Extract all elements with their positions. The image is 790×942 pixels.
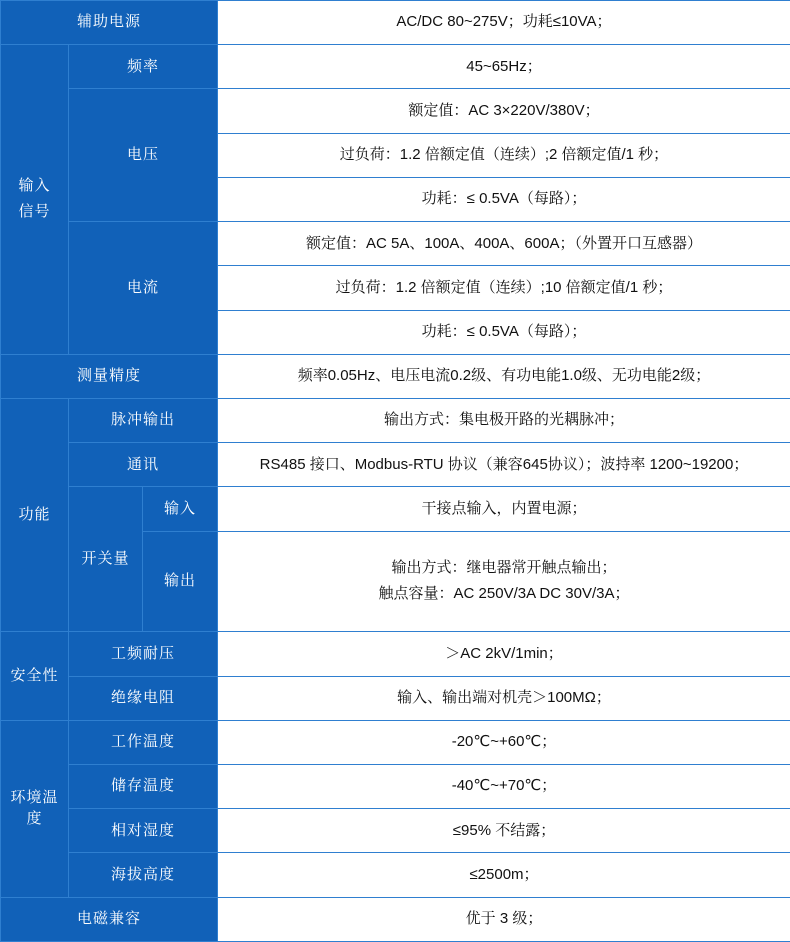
row-value-switch-output (218, 531, 790, 632)
row-value-frequency: 45~65Hz； (218, 45, 790, 89)
row-value-current-overload: 过负荷：1.2 倍额定值（连续）;10 倍额定值/1 秒； (218, 266, 790, 310)
table-row (1, 764, 790, 808)
table-row (1, 676, 790, 720)
row-label-humidity: 相对湿度 (69, 809, 218, 853)
row-label-function: 功能 (1, 398, 69, 631)
row-value-communication: RS485 接口、Modbus-RTU 协议（兼容645协议）；波持率 1200~19200； (218, 443, 790, 487)
row-value-aux-power: AC/DC 80~275V；功耗≤10VA； (218, 1, 790, 45)
row-label-work-temp: 工作温度 (69, 720, 218, 764)
row-label-storage-temp: 储存温度 (69, 764, 218, 808)
row-label-emc: 电磁兼容 (1, 897, 218, 941)
row-value-altitude: ≤2500m； (218, 853, 790, 897)
table-row (1, 809, 790, 853)
row-label-accuracy: 测量精度 (1, 354, 218, 398)
row-value-insulation-resistance: 输入、输出端对机壳＞100MΩ； (218, 676, 790, 720)
row-value-work-temp: -20℃~+60℃； (218, 720, 790, 764)
table-row (1, 398, 790, 442)
row-value-emc: 优于 3 级； (218, 897, 790, 941)
row-label-safety: 安全性 (1, 632, 69, 720)
row-value-current-rated: 额定值：AC 5A、100A、400A、600A；（外置开口互感器） (218, 222, 790, 266)
switch-output-line-2: 触点容量：AC 250V/3A DC 30V/3A； (378, 585, 630, 603)
input-signal-line-2: 信号 (18, 203, 51, 221)
table-row (1, 89, 790, 133)
row-value-switch-input: 干接点输入，内置电源； (218, 487, 790, 531)
row-label-frequency: 频率 (69, 45, 218, 89)
row-value-voltage-overload: 过负荷：1.2 倍额定值（连续）;2 倍额定值/1 秒； (218, 133, 790, 177)
table-row (1, 487, 790, 531)
table-row (1, 222, 790, 266)
table-row (1, 897, 790, 941)
row-label-switch-input: 输入 (143, 487, 218, 531)
row-label-voltage: 电压 (69, 89, 218, 222)
row-value-storage-temp: -40℃~+70℃； (218, 764, 790, 808)
row-value-humidity: ≤95% 不结露； (218, 809, 790, 853)
table-row (1, 443, 790, 487)
table-row (1, 720, 790, 764)
row-label-power-freq-withstand: 工频耐压 (69, 632, 218, 676)
table-row (1, 354, 790, 398)
table-row (1, 632, 790, 676)
row-value-accuracy: 频率0.05Hz、电压电流0.2级、有功电能1.0级、无功电能2级； (218, 354, 790, 398)
row-label-switch-value: 开关量 (69, 487, 143, 632)
input-signal-line-1: 输入 (18, 177, 51, 195)
row-value-pulse-output: 输出方式：集电极开路的光耦脉冲； (218, 398, 790, 442)
row-label-ambient-temp: 环境温度 (1, 720, 69, 897)
table-row (1, 45, 790, 89)
row-label-pulse-output: 脉冲输出 (69, 398, 218, 442)
row-label-insulation-resistance: 绝缘电阻 (69, 676, 218, 720)
table-row (1, 853, 790, 897)
row-label-current: 电流 (69, 222, 218, 355)
row-label-switch-output: 输出 (143, 531, 218, 632)
row-label-altitude: 海拔高度 (69, 853, 218, 897)
row-label-input-signal (1, 45, 69, 355)
row-value-voltage-consumption: 功耗：≤ 0.5VA（每路）； (218, 177, 790, 221)
switch-output-line-1: 输出方式：继电器常开触点输出； (391, 559, 617, 577)
row-label-aux-power: 辅助电源 (1, 1, 218, 45)
table-row (1, 1, 790, 45)
row-value-power-freq-withstand: ＞AC 2kV/1min； (218, 632, 790, 676)
row-label-communication: 通讯 (69, 443, 218, 487)
row-value-current-consumption: 功耗：≤ 0.5VA（每路）； (218, 310, 790, 354)
row-value-voltage-rated: 额定值：AC 3×220V/380V； (218, 89, 790, 133)
